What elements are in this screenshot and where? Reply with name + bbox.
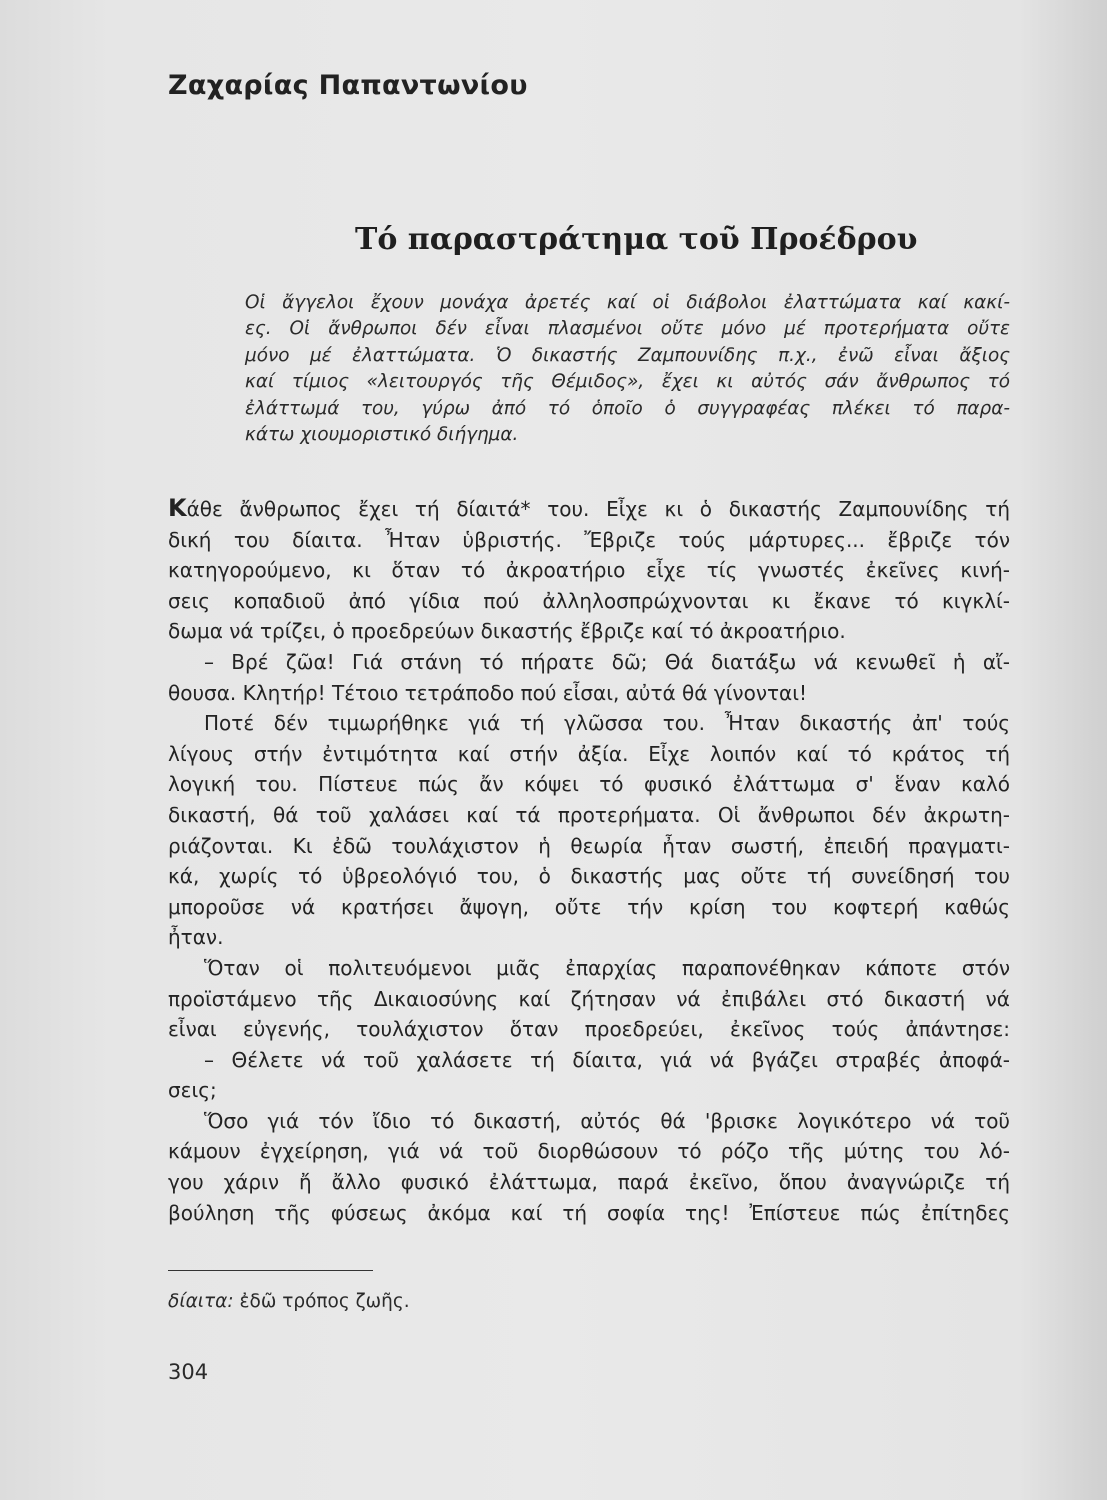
body-line: ἦταν. [168, 925, 224, 950]
intro-line: Οἱ ἄγγελοι ἔχουν μονάχα ἀρετές καί οἱ διάβολοι ἐλαττώματα καί κακί- [245, 292, 1010, 313]
body-line: βούληση τῆς φύσεως ἀκόμα καί τή σοφία της! Ἐπίστευε πώς ἐπίτηδες [168, 1200, 1010, 1225]
body-line: μποροῦσε νά κρατήσει ἄψογη, οὔτε τήν κρίση του κοφτερή καθώς [168, 894, 1010, 919]
first-line-text: άθε ἄνθρωπος ἔχει τή δίαιτά* του. Εἶχε κι ὁ δικαστής Ζαμπουνίδης τή [186, 497, 1010, 521]
body-line: λογική του. Πίστευε πώς ἄν κόψει τό φυσικό ἐλάττωμα σ' ἕναν καλό [168, 772, 1010, 797]
body-line: Ὅταν οἱ πολιτευόμενοι μιᾶς ἐπαρχίας παραπονέθηκαν κάποτε στόν [204, 955, 1010, 980]
body-line: θουσα. Κλητήρ! Τέτοιο τετράποδο πού εἶσαι, αὐτά θά γίνονται! [168, 680, 808, 705]
body-line: γου χάριν ἤ ἄλλο φυσικό ἐλάττωμα, παρά ἐκεῖνο, ὅπου ἀναγνώριζε τή [168, 1170, 1010, 1195]
body-line: – Βρέ ζῶα! Γιά στάνη τό πήρατε δῶ; Θά διατάξω νά κενωθεῖ ἡ αἴ- [204, 649, 1010, 674]
story-body [168, 493, 1010, 1228]
body-line: εἶναι εὐγενής, τουλάχιστον ὅταν προεδρεύει, ἐκεῖνος τούς ἀπάντησε: [168, 1017, 1010, 1042]
drop-cap: Κ [168, 494, 187, 522]
body-line: σεις; [168, 1078, 217, 1103]
body-line: προϊστάμενο τῆς Δικαιοσύνης καί ζήτησαν νά ἐπιβάλει στό δικαστή νά [168, 986, 1010, 1011]
body-line: Ὅσο γιά τόν ἴδιο τό δικαστή, αὐτός θά 'βρισκε λογικότερο νά τοῦ [204, 1108, 1010, 1133]
body-line: Ποτέ δέν τιμωρήθηκε γιά τή γλῶσσα του. Ἦταν δικαστής ἀπ' τούς [204, 711, 1010, 736]
body-line [168, 493, 1010, 525]
body-line: σεις κοπαδιοῦ ἀπό γίδια πού ἀλληλοσπρώχνονται κι ἔκανε τό κιγκλί- [168, 588, 1010, 613]
body-line: κάμουν ἐγχείρηση, γιά νά τοῦ διορθώσουν τό ρόζο τῆς μύτης του λό- [168, 1139, 1010, 1164]
footnote-divider [168, 1270, 373, 1271]
body-line: ριάζονται. Κι ἐδῶ τουλάχιστον ἡ θεωρία ἦταν σωστή, ἐπειδή πραγματι- [168, 833, 1010, 858]
body-line: – Θέλετε νά τοῦ χαλάσετε τή δίαιτα, γιά νά βγάζει στραβές ἀποφά- [204, 1047, 1010, 1072]
body-line: κατηγορούμενο, κι ὅταν τό ἀκροατήριο εἶχε τίς γνωστές ἐκεῖνες κινή- [168, 558, 1010, 583]
footnote-definition: ἐδῶ τρόπος ζωῆς. [239, 1291, 410, 1312]
intro-line: μόνο μέ ἐλαττώματα. Ὁ δικαστής Ζαμπουνίδης π.χ., ἐνῶ εἶναι ἄξιος [245, 344, 1010, 366]
intro-line: ες. Οἱ ἄνθρωποι δέν εἶναι πλασμένοι οὔτε μόνο μέ προτερήματα οὔτε [245, 318, 1010, 340]
author-name: Ζαχαρίας Παπαντωνίου [168, 70, 528, 101]
intro-line: κάτω χιουμοριστικό διήγημα. [245, 424, 519, 446]
intro-line: ἐλάττωμά του, γύρω ἀπό τό ὁποῖο ὁ συγγραφέας πλέκει τό παρα- [245, 397, 1010, 419]
body-line: δικαστή, θά τοῦ χαλάσει καί τά προτερήματα. Οἱ ἄνθρωποι δέν ἀκρωτη- [168, 802, 1010, 827]
intro-line: καί τίμιος «λειτουργός τῆς Θέμιδος», ἔχει κι αὐτός σάν ἄνθρωπος τό [245, 371, 1010, 393]
body-line: δική του δίαιτα. Ἦταν ὑβριστής. Ἔβριζε τούς μάρτυρες... ἔβριζε τόν [168, 527, 1010, 552]
footnote-term: δίαιτα: [168, 1291, 234, 1312]
page-number: 304 [168, 1360, 209, 1384]
body-line: κά, χωρίς τό ὑβρεολόγιό του, ὁ δικαστής μας οὔτε τή συνείδησή του [168, 864, 1010, 889]
body-line: λίγους στήν ἐντιμότητα καί στήν ἀξία. Εἶχε λοιπόν καί τό κράτος τή [168, 741, 1010, 766]
intro-paragraph [245, 290, 1010, 448]
body-line: δωμα νά τρίζει, ὁ προεδρεύων δικαστής ἔβριζε καί τό ἀκροατήριο. [168, 619, 846, 644]
footnote [168, 1291, 410, 1312]
story-title: Τό παραστράτημα τοῦ Προέδρου [355, 222, 918, 257]
